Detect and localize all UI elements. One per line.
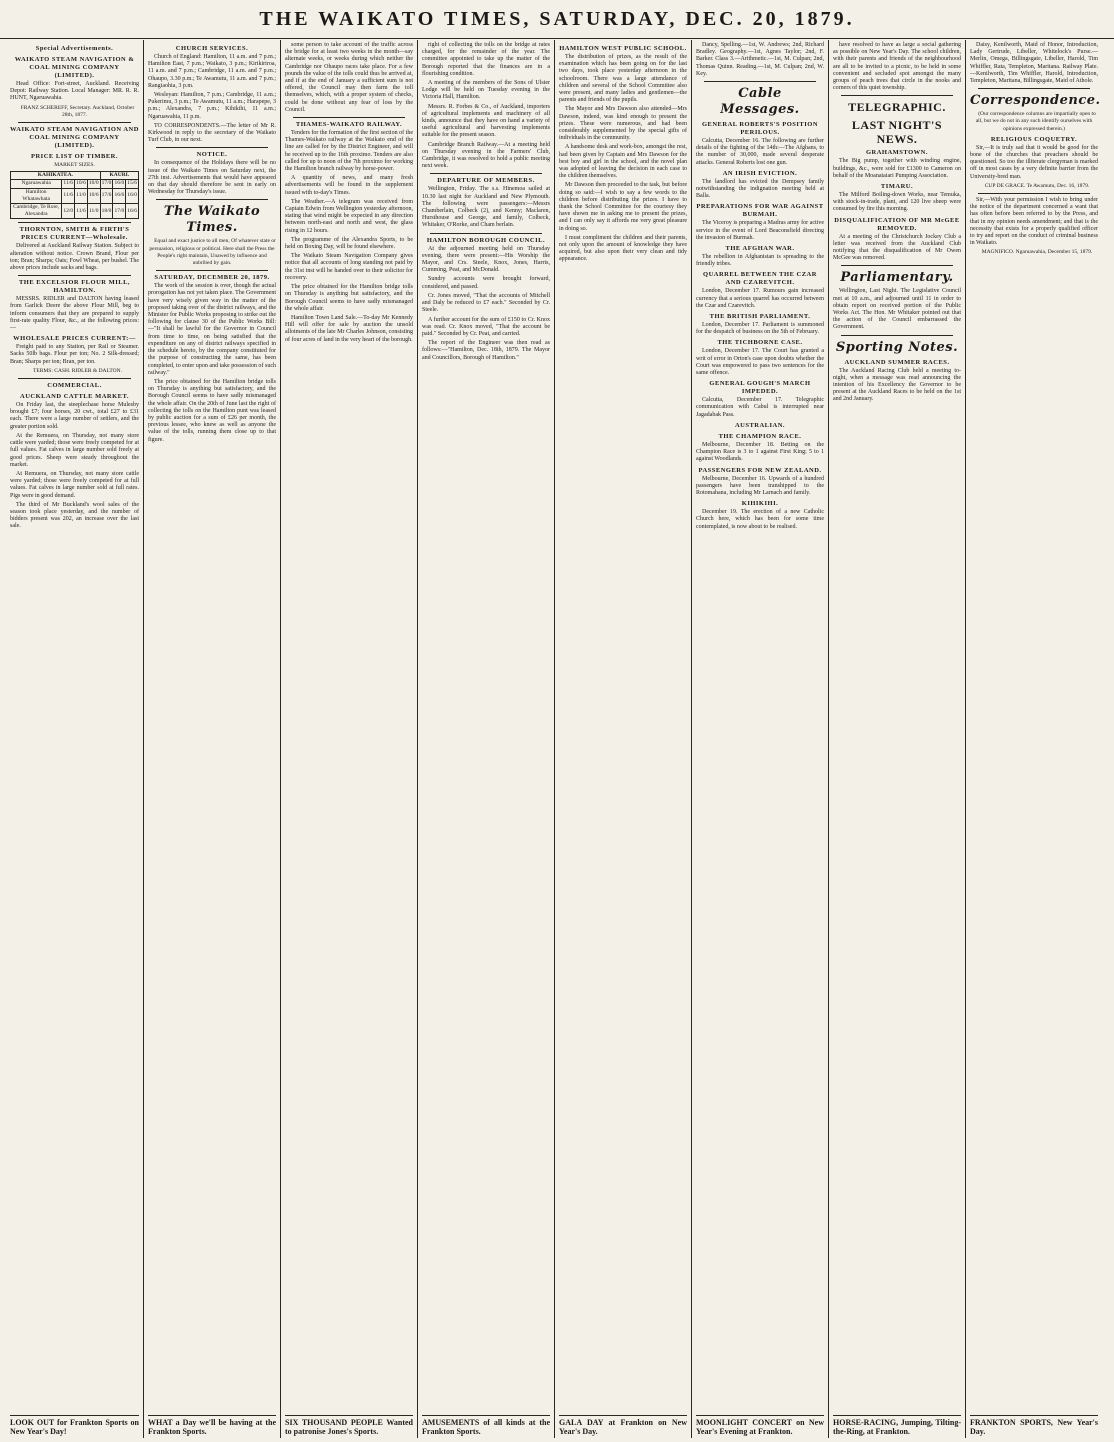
telegraphic-heading: TELEGRAPHIC.	[848, 100, 946, 115]
news-headline: GENERAL ROBERTS'S POSITION PERILOUS.	[701, 121, 819, 137]
motto: Equal and exact justice to all men, Of whatever state or persuasion, religious or political. Here shall the Press the People's right maintain, Unawed by influence and unbribed by gain.	[149, 238, 276, 267]
column-6	[691, 40, 828, 1438]
body-text: Daisy, Kenilworth, Maid of Honor, Introduction, Lady Gertrude, Libeller, Whitelock's Purse.—Merlin, Omega, Billingsgate, Libeller, Harold, Tim Whiffler, Rata, Templeton, Maritana. Railway Plate.—Kenilworth, Tim Whiffler, Harold, Introduction, Templeton, Maritana, Billingsgate, Maid of Athole.	[970, 42, 1098, 85]
body-text: At a meeting of the Christchurch Jockey Club a letter was received from the Auckland Club notifying that the disqualification of Mr Owen McGee was removed.	[833, 233, 961, 262]
body-text: Freight paid to any Station, per Rail or Steamer. Sacks 50lb bags. Flour per ton; No. 2 Silk-dressed; Bran; Sharps per ton; Bran, per ton.	[10, 344, 139, 365]
body-text: Melbourne, December 16. Upwards of a hundred passengers have been transhipped to the Rotomahana, including Mr Larnach and family.	[696, 475, 824, 496]
body-text: Calcutta, December 16. The following are further details of the fighting of the 14th:—The Afghans, to the number of 30,000, made several desperate attacks. General Roberts lost one gun.	[696, 138, 824, 166]
body-text: In consequence of the Holidays there will be no issue of the Waikato Times on Saturday next, the 27th inst. Advertisements that would have appeared on that day should therefore be sent in early on Wednesday for Thursday's issue.	[148, 160, 276, 196]
news-headline: GRAHAMSTOWN.	[865, 149, 929, 157]
news-headline: THE BRITISH PARLIAMENT.	[709, 313, 811, 321]
news-headline: TIMARU.	[880, 183, 914, 191]
school-heading: HAMILTON WEST PUBLIC SCHOOL.	[559, 45, 687, 52]
body-text: right of collecting the tolls on the bridge at rates charged, for the remainder of the year. The committee appointed to take up the matter of the Borough reported that the finances are in a flourishing condition. A meeting of the members of the Sons of Ulster Lodge will be held on Tuesday evening in the Victoria Hall, Hamilton. Messrs. R. Forbes & Co., of Auckland, importers of agricultural implements and machinery of all kinds, announce that they have on hand a variety of useful agricultural and harvesting implements suitable for the present season. Cambridge Branch Railway.—At a meeting held on Thursday evening in the Farmers' Club, Cambridge, it was resolved to hold a public meeting next week.	[422, 42, 550, 170]
ad-sign: FRANZ SCHEREFF, Secretary. Auckland, October 28th, 1877.	[20, 104, 135, 118]
letter-heading: RELIGIOUS COQUETRY.	[990, 135, 1078, 143]
body-text: Tenders for the formation of the first section of the Thames-Waikato railway at the Waikato end of the line are called for by the District Engineer, and will be received up to the 16th proximo. Tenders are also called for up to noon of the 7th proximo for working the Hamilton branch railway by horse-power. A quantity of news, and many fresh advertisements will be found in the supplement issued with to-day's Times. The Weather.—A telegram was received from Captain Edwin from Wellington yesterday afternoon, stating that wind might be expected in any direction between north-east and north and west, the glass rising in 12 hours. The programme of the Alexandra Sports, to be held on Boxing Day, will be found elsewhere. The Waikato Steam Navigation Company gives notice that all accounts of long standing not paid by the 31st inst will be handed over to their solicitor for recovery. The price obtained for the Hamilton bridge tolls on Thursday is anything but satisfactory, and the Borough Council seems to have sadly mismanaged the whole affair. Hamilton Town Land Sale.—To-day Mr Kennedy Hill will offer for sale by auction the unsold allotments of the late Mr Charles Johnson, consisting of four acres of land in the very heart of the borough.	[285, 130, 413, 343]
body-text: Delivered at Auckland Railway Station. Subject to alteration without notice. Crown Brand, Flour per ton; Bran; Sharps; Oats; Fowl Wheat, per bushel. The above prices include sacks and bags.	[10, 243, 139, 272]
price-list-title: PRICE LIST OF TIMBER.	[31, 153, 118, 161]
table-head-kahikatea: KAHIKATEA.	[11, 172, 101, 180]
table-row: Hamilton Whatawhata 11/6 11/0 10/6 17/6 16/6 16/0	[11, 188, 139, 203]
body-text: Church of England: Hamilton, 11 a.m. and 7 p.m.; Hamilton East, 7 p.m.; Waikato, 3 p.m.; Kirikiriroa, 11 a.m. and 7 p.m.; Cambridge, 11 a.m. and 7 p.m.; Ohaupo, 3.30 p.m.; Te Awamutu, 11 a.m. and 7 p.m.; Rangiaohia, 3 p.m. Wesleyan: Hamilton, 7 p.m.; Cambridge, 11 a.m.; Pukerimu, 3 p.m.; Te Awamutu, 11 a.m.; Harapepe, 3 p.m.; Alexandra, 7 p.m.; Kihikihi, 11 a.m.; Ngaruawahia, 11 p.m. TO CORRESPONDENTS.—The letter of Mr R. Kirkwood in reply to the secretary of the Waikato Turf Club, in our next.	[148, 54, 276, 144]
body-text: London, December 17. Rumours gain increased currency that a serious quarrel has occurred between the Czar and Czarevitch.	[696, 288, 824, 309]
footer-ad: AMUSEMENTS of all kinds at the Frankton Sports.	[422, 1415, 550, 1436]
body-text: The distribution of prizes, as the result of the examination which has been going on for the last two days, took place yesterday afternoon in the schoolroom. There was a large attendance of children and several of the School Committee also were present, and many ladies and gentlemen—the parents and friends of the pupils. The Mayor and Mrs Dawson also attended—Mrs Dawson, indeed, was kind enough to present the prizes. These were numerous, and had been considerably supplemented by the special gifts of individuals in the community. A handsome desk and work-box, amongst the rest, had been given by Captain and Mrs Dawson for the best boy and girl in the school, and the novel plan was adopted of leaving the decision in each case to the children themselves. Mr Dawson then proceeded to the task, but before doing so said:—I wish to say a few words to the children before distributing the prizes. I have to thank the School Committee for the courtesy they have shown me in asking me to present the prizes, and I can only say it affords me very great pleasure in doing so. I must compliment the children and their parents, not only upon the amount of knowledge they have acquired, but also upon their very clean and tidy appearance.	[559, 54, 687, 263]
news-headline: PREPARATIONS FOR WAR AGAINST BURMAH.	[696, 203, 824, 219]
commercial-heading: COMMERCIAL.	[47, 382, 102, 390]
body-text: The landlord has evicted the Dempsey family notwithstanding the indignation meeting held at Balla.	[696, 178, 824, 200]
footer-ad: LOOK OUT for Frankton Sports on New Year's Day!	[10, 1415, 139, 1436]
news-headline: THE TICHBORNE CASE.	[717, 339, 803, 347]
news-headline: DISQUALIFICATION OF MR McGEE REMOVED.	[834, 216, 960, 232]
body-text: Calcutta, December 17. Telegraphic communication with Cabul is interrupted near Jagadabak Pass.	[696, 397, 824, 418]
footer-ad: HORSE-RACING, Jumping, Tilting-the-Ring, at Frankton.	[833, 1415, 961, 1436]
ad-thornton: THORNTON, SMITH & FIRTH'S PRICES CURRENT—Wholesale.	[19, 226, 130, 242]
last-nights-news-heading: LAST NIGHT'S NEWS.	[851, 118, 943, 147]
editorial-note: (Our correspondence columns are impartially open to all, but we do not in any such identify ourselves with opinions expressed therein.)	[975, 111, 1096, 132]
footer-ad: WHAT a Day we'll be having at the Frankton Sports.	[148, 1415, 276, 1436]
masthead: THE WAIKATO TIMES, SATURDAY, DEC. 20, 1879.	[0, 0, 1114, 39]
council-heading: HAMILTON BOROUGH COUNCIL.	[426, 236, 546, 244]
columns	[6, 40, 1108, 1438]
news-headline: PASSENGERS FOR NEW ZEALAND.	[698, 466, 822, 474]
notice-heading: NOTICE.	[196, 151, 228, 159]
correspondence-heading: Correspondence.	[970, 93, 1101, 109]
column-4	[417, 40, 554, 1438]
news-headline: THE CHAMPION RACE.	[718, 432, 802, 440]
body-text: Sir,—It is truly sad that it would be good for the bone of the churches that preachers should be questioned. So too the illiterate clergyman is marked off in most cases by a very definite barrier from the University-bred man.	[970, 144, 1098, 180]
church-services-heading: CHURCH SERVICES.	[175, 45, 249, 52]
ad-waikato-steam-2: WAIKATO STEAM NAVIGATION AND COAL MINING COMPANY (LIMITED).	[10, 126, 139, 150]
cable-messages-heading: Cable Messages.	[720, 86, 800, 118]
parliamentary-heading: Parliamentary.	[840, 270, 954, 286]
ad-body: Head Office: Fort-street, Auckland. Receiving Depot: Railway Station. Local Manager: MR. R. R. HUNT, Ngaruawahia.	[10, 81, 139, 102]
body-text: December 19. The erection of a new Catholic Church here, which has been for some time contemplated, is now about to be realised.	[696, 509, 824, 530]
body-text: MESSRS. RIDLER and DALTON having leased from Garlick Deere the above Flour Mill, beg to inform consumers that they are prepared to supply first-rate quality Flour, &c., at the following prices:—	[10, 296, 139, 332]
column-7	[828, 40, 965, 1438]
column-2	[143, 40, 280, 1438]
body-text: At the adjourned meeting held on Thursday evening, there were present:—His Worship the Mayor, and Crs. Steele, Knox, Jones, Harris, Cumming, Peat, and McDonald. Sundry accounts were brought forward, considered, and passed. Cr. Jones moved, "That the accounts of Mitchell and Daly be reduced to £7 each." Seconded by Cr. Steele. A further account for the sum of £150 to Cr. Knox was read. Cr. Knox moved, "That the account be paid." Seconded by Cr. Peat, and carried. The report of the Engineer was then read as follows:—"Hamilton, Dec. 18th, 1879. The Mayor and Councillors, Borough of Hamilton."	[422, 245, 550, 361]
issue-date: SATURDAY, DECEMBER 20, 1879.	[154, 274, 270, 282]
table-row: Ngaruawahia 11/6 10/6 10/0 17/0 16/0 15/6	[11, 180, 139, 188]
ad-prices-sub: WHOLESALE PRICES CURRENT:—	[13, 335, 136, 343]
news-headline: AUCKLAND SUMMER RACES.	[844, 358, 950, 366]
body-text: Wellington, Friday. The s.s. Hinemoa sailed at 10.30 last night for Auckland and New Plymouth. The following were passengers:—Messrs Chamberlain, Colbeck (2), and Kenny; Maclaren, Hursthouse and George, and family, Colbeck, Whitaker, O'Rorke, and Cham berlain.	[422, 186, 550, 229]
column-5	[554, 40, 691, 1438]
body-text: The Auckland Racing Club held a meeting to-night, when a message was read announcing the intention of his Excellency the Governor to be present at the Auckland Races to be held on the 1st and 2nd January.	[833, 367, 961, 403]
footer-ad: FRANKTON SPORTS, New Year's Day.	[970, 1415, 1098, 1436]
footer-ad: SIX THOUSAND PEOPLE Wanted to patronise Jones's Sports.	[285, 1415, 413, 1436]
news-headline: QUARREL BETWEEN THE CZAR AND CZAREVITCH.	[703, 271, 817, 287]
column-3	[280, 40, 417, 1438]
railway-heading: THAMES-WAIKATO RAILWAY.	[295, 121, 403, 129]
ad-waikato-steam: WAIKATO STEAM NAVIGATION & COAL MINING COMPANY (LIMITED).	[14, 56, 135, 79]
news-headline: AUSTRALIAN.	[734, 421, 786, 429]
sporting-notes-heading: Sporting Notes.	[835, 339, 959, 355]
body-text: The work of the session is over, though the actual prorogation has not yet taken place. The Government have very wisely given way in the matter of the proposed taking over of the district railways, and the Minister for Public Works proposing to strike out the following for clause 30 of the Public Works Bill:—"It shall be lawful for the Governor in Council from time to time, on being satisfied that the expenditure on any of district railways specified in the schedule hereto, by the company constituted for the purpose of constructing the same, has been completed, to enter upon and take possession of such railway." The price obtained for the Hamilton bridge tolls on Thursday is anything but satisfactory, and the Borough Council seems to have sadly mismanaged the whole affair. On the 20th of June last the right of collecting the tolls on the Hamilton punt was leased by public auction for a sum of £26 per month, the previous lessee, who knew as well as anyone the value of the tolls, running them close up to that figure.	[148, 283, 276, 443]
footer-ad: GALA DAY at Frankton on New Year's Day.	[559, 1415, 687, 1436]
letter-sign: CUP DE GRACE. Te Awamutu, Dec. 16, 1879.	[984, 182, 1090, 189]
footer-ad: MOONLIGHT CONCERT on New Year's Evening at Frankton.	[696, 1415, 824, 1436]
body-text: Melbourne, December 18. Betting on the Champion Race is 3 to 1 against First King; 5 to 1 against Woodlands.	[696, 441, 824, 463]
body-text: some person to take account of the traffic across the bridge for at least two weeks in the month—say alternate weeks, or weeks during which neither the Cambridge nor Ohaupo races take place. For a few pounds the value of the tolls could thus be arrived at, and if at the end of January a sufficient sum is not offered, the Council may then farm the toll themselves, which, with a proper system of checks, could be done without any fear of loss by the Council.	[285, 42, 413, 113]
column-8	[965, 40, 1102, 1438]
timber-price-table	[10, 171, 139, 219]
body-text: On Friday last, the steeplechase horse Mulesby brought £7; four horses, 20 cwt., total £27 to £31 each. There were a large number of settlers, and the greater portion sold. At the Remuera, on Thursday, not many store cattle were yarded; those were freely competed for at full values. Fat calves in large number sold freely at good prices. Sheep were steady throughout the market. At Remuera, on Thursday, not many store cattle were yarded; those were freely competed for at full values. Fat calves in large number sold at full rates. Pigs were in good demand. The third of Mr Buckland's wool sales of the season took place yesterday, and the number of bidders present was 202, an increase over the last sale.	[10, 402, 139, 530]
table-head-kauri: KAURI.	[100, 172, 138, 180]
body-text: The rebellion in Afghanistan is spreading to the friendly tribes.	[696, 254, 824, 268]
body-text: The Viceroy is preparing a Madras army for active service in the event of Lord Beaconsfield directing the invasion of Burmah.	[696, 220, 824, 241]
body-text: London, December 17. Parliament is summoned for the despatch of business on the 5th of February.	[696, 322, 824, 336]
table-row: Cambridge, Te Rore, Alexandra 12/0 11/6 11/0 18/0 17/0 16/6	[11, 204, 139, 219]
body-text: have resolved to have as large a social gathering as possible on New Year's Day. The school children, with their parents and friends of the neighbourhood are all to be invited to a picnic, to be held in some convenient and secluded spot amongst the many groups of peach trees that circle in the nooks and corners of this quiet township.	[833, 42, 961, 92]
body-text: The Big pump, together with winding engine, buildings, &c., were sold for £1300 to Cameron on behalf of the Moanataiari Pumping Association.	[833, 158, 961, 179]
departure-heading: DEPARTURE OF MEMBERS.	[437, 177, 535, 185]
body-text: London, December 17. The Court has granted a writ of error in Orton's case upon doubts whether the Court was empowered to pass two sentences for the same offence.	[696, 348, 824, 377]
news-headline: GENERAL GOUGH'S MARCH IMPEDED.	[709, 380, 811, 396]
market-heading: AUCKLAND CATTLE MARKET.	[20, 393, 129, 401]
letter-sign: MAGNIFICO. Ngaruawahia, December 15, 1879.	[981, 249, 1093, 256]
special-ads-heading: Special Advertisements.	[35, 45, 114, 52]
ad-excelsior: THE EXCELSIOR FLOUR MILL, HAMILTON.	[18, 279, 131, 295]
market-sizes: MARKET SIZES.	[54, 162, 95, 169]
paper-title: The Waikato Times.	[163, 204, 261, 236]
ad-sign: TERMS: CASH. RIDLER & DALTON.	[33, 367, 122, 374]
news-headline: AN IRISH EVICTION.	[722, 169, 798, 177]
body-text: Wellington, Last Night. The Legislative Council met at 10 a.m., and adjourned until 11 in order to obtain report on received portion of the Public Works Act. The Hon. Mr Whitaker pointed out that the action of the Council embarrassed the Government.	[833, 288, 961, 331]
news-headline: KIHIKIHI.	[741, 500, 779, 508]
body-text: Dancy, Spelling.—1st, W. Andrews; 2nd, Richard Bradley. Geography.—1st, Agnes Taylor; 2nd, F. Barker. Class 3.—Arithmetic.—1st, M. Culpan; 2nd, Thomas Quinn. Reading.—1st, M. Culpan; 2nd, W. Key.	[696, 42, 824, 77]
body-text: Sir,—With your permission I wish to bring under the notice of the department concerned a want that has often before been referred to by the Press, and that in my opinion needs amendment; and that is the necessity that exists for a properly qualified officer to try and report on the conduct of criminal business in Waikato.	[970, 197, 1098, 247]
column-1	[6, 40, 143, 1438]
news-headline: THE AFGHAN WAR.	[725, 245, 795, 253]
body-text: The Milford Boiling-down Works, near Temuka, with stock-in-trade, plant, and 120 live sheep were consumed by fire this morning.	[833, 192, 961, 213]
